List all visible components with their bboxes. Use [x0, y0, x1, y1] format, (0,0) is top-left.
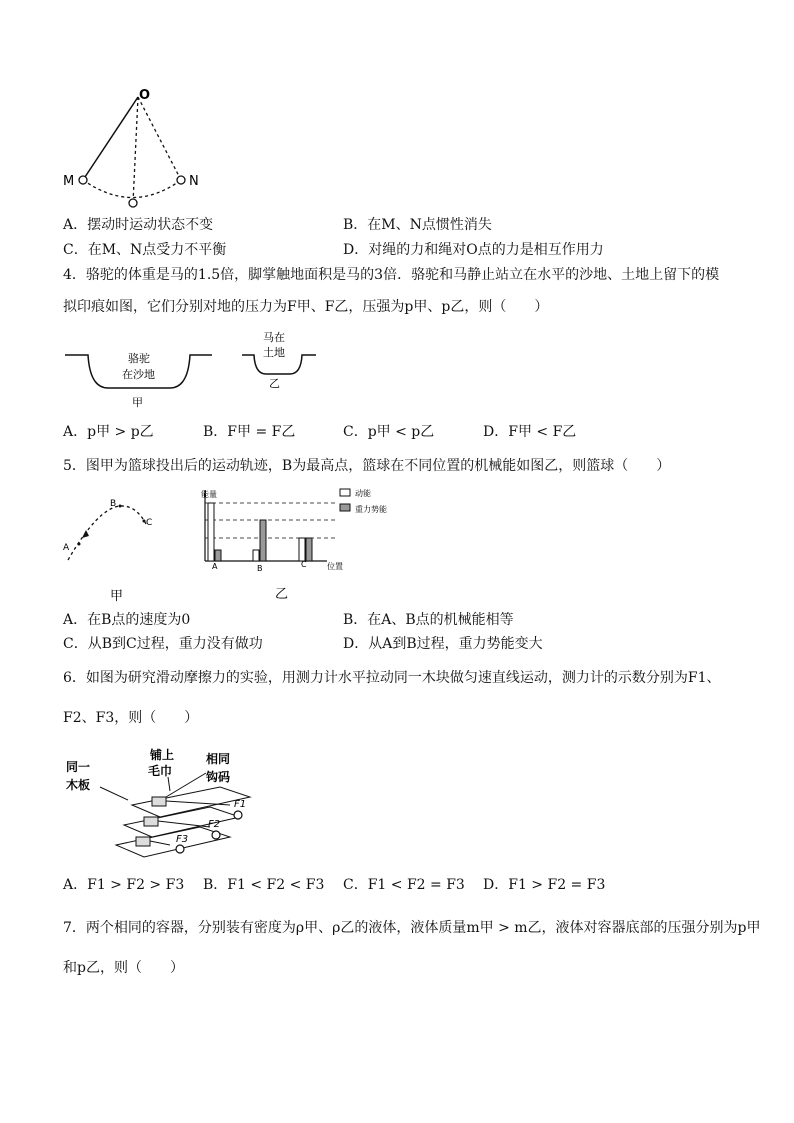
legend-potential-swatch	[340, 504, 350, 511]
q4-text-line1: 4．骆驼的体重是马的1.5倍，脚掌触地面积是马的3倍．骆驼和马静止站立在水平的沙地、土地上留下的模	[63, 267, 720, 283]
bar-c-kinetic	[299, 538, 305, 561]
label-towel-2: 毛巾	[148, 764, 173, 778]
block-3	[136, 837, 150, 846]
label-towel-1: 铺上	[150, 748, 175, 762]
label-board-1: 同一	[66, 760, 91, 774]
bar-b-kinetic	[253, 550, 259, 561]
camel-caption: 甲	[132, 396, 143, 409]
trajectory-figure	[58, 488, 168, 606]
point-a	[78, 543, 81, 546]
pendulum-string-dashed-center	[133, 97, 138, 203]
traj-label-a: A	[63, 543, 70, 553]
label-m: M	[63, 174, 75, 189]
legend-potential-label: 重力势能	[355, 505, 387, 514]
ball-bottom	[129, 199, 137, 207]
f3-label: F3	[176, 834, 189, 845]
q5-option-b: B．在A、B点的机械能相等	[343, 612, 514, 628]
trajectory-path	[68, 506, 146, 560]
q6-option-b: B．F1 < F2 < F3	[203, 877, 325, 893]
f1-label: F1	[234, 799, 247, 810]
q4-option-d: D．F甲 < F乙	[483, 424, 577, 440]
ball-m	[79, 176, 87, 184]
q7-text-line2: 和p乙，则（ ）	[63, 960, 184, 976]
pendulum-figure	[55, 85, 215, 215]
bar-a-kinetic	[208, 503, 214, 561]
legend-kinetic-label: 动能	[355, 489, 371, 498]
q3-option-a: A．摆动时运动状态不变	[63, 217, 214, 233]
q5-option-a: A．在B点的速度为0	[63, 612, 191, 628]
q6-option-d: D．F1 > F2 = F3	[483, 877, 606, 893]
meter-2	[212, 831, 220, 839]
pendulum-string-dashed-right	[138, 97, 181, 180]
pointer-board	[100, 787, 128, 800]
traj-label-b: B	[110, 499, 117, 509]
block-2	[144, 817, 158, 826]
x-axis-label: 位置	[327, 562, 343, 571]
bar-c-potential	[306, 538, 312, 561]
label-n: N	[189, 174, 199, 189]
f2-label: F2	[208, 819, 221, 830]
camel-label-1: 骆驼	[128, 352, 150, 365]
ball-n	[177, 176, 185, 184]
cat-label-b: B	[257, 564, 263, 573]
q7-text-line1: 7．两个相同的容器，分别装有密度为ρ甲、ρ乙的液体，液体质量m甲 > m乙，液体对容器底部的压强分别为p甲	[63, 920, 761, 936]
friction-experiment-figure	[60, 745, 270, 860]
y-axis-label: 能量	[201, 490, 217, 499]
traj-label-c: C	[146, 518, 153, 528]
pendulum-string-solid	[83, 97, 138, 180]
q4-option-b: B．F甲 = F乙	[203, 424, 296, 440]
q4-option-c: C．p甲 < p乙	[343, 424, 435, 440]
cat-label-c: C	[301, 560, 307, 569]
bar-a-potential	[215, 550, 221, 561]
point-b	[119, 505, 122, 508]
q4-text-line2: 拟印痕如图，它们分别对地的压力为F甲、F乙，压强为p甲、p乙，则（ ）	[63, 299, 549, 315]
q3-option-d: D．对绳的力和绳对O点的力是相互作用力	[343, 242, 604, 258]
camel-label-2: 在沙地	[122, 368, 155, 381]
q6-option-c: C．F1 < F2 = F3	[343, 877, 465, 893]
horse-label-2: 土地	[263, 346, 285, 359]
q6-text-line1: 6．如图为研究滑动摩擦力的实验，用测力计水平拉动同一木块做匀速直线运动，测力计的示数分别为F1、	[63, 670, 721, 686]
q6-text-line2: F2、F3，则（ ）	[63, 710, 199, 726]
footprint-figure	[60, 330, 340, 415]
horse-caption: 乙	[269, 377, 280, 390]
meter-1	[234, 811, 242, 819]
q5-text-line1: 5．图甲为篮球投出后的运动轨迹，B为最高点，篮球在不同位置的机械能如图乙，则篮球（ ）	[63, 458, 671, 474]
label-board-2: 木板	[66, 778, 91, 792]
q3-option-c: C．在M、N点受力不平衡	[63, 242, 227, 258]
energy-bar-chart	[195, 486, 405, 606]
meter-3	[176, 845, 184, 853]
q4-option-a: A．p甲 > p乙	[63, 424, 154, 440]
label-weight-1: 相同	[206, 752, 231, 766]
q5-option-c: C．从B到C过程，重力没有做功	[63, 636, 263, 652]
label-o: O	[139, 88, 151, 103]
q6-option-a: A．F1 > F2 > F3	[63, 877, 185, 893]
trajectory-arrow	[82, 530, 89, 538]
q3-option-b: B．在M、N点惯性消失	[343, 217, 492, 233]
pendulum-arc	[83, 180, 181, 198]
q5-option-d: D．从A到B过程，重力势能变大	[343, 636, 543, 652]
label-weight-2: 钩码	[206, 770, 231, 784]
bar-b-potential	[260, 520, 266, 561]
horse-label-1: 马在	[263, 331, 285, 344]
chart-caption: 乙	[275, 587, 289, 602]
cat-label-a: A	[212, 562, 218, 571]
traj-caption: 甲	[110, 589, 124, 604]
pointer-towel	[168, 777, 170, 791]
legend-kinetic-swatch	[340, 489, 350, 496]
block-1	[152, 797, 166, 806]
